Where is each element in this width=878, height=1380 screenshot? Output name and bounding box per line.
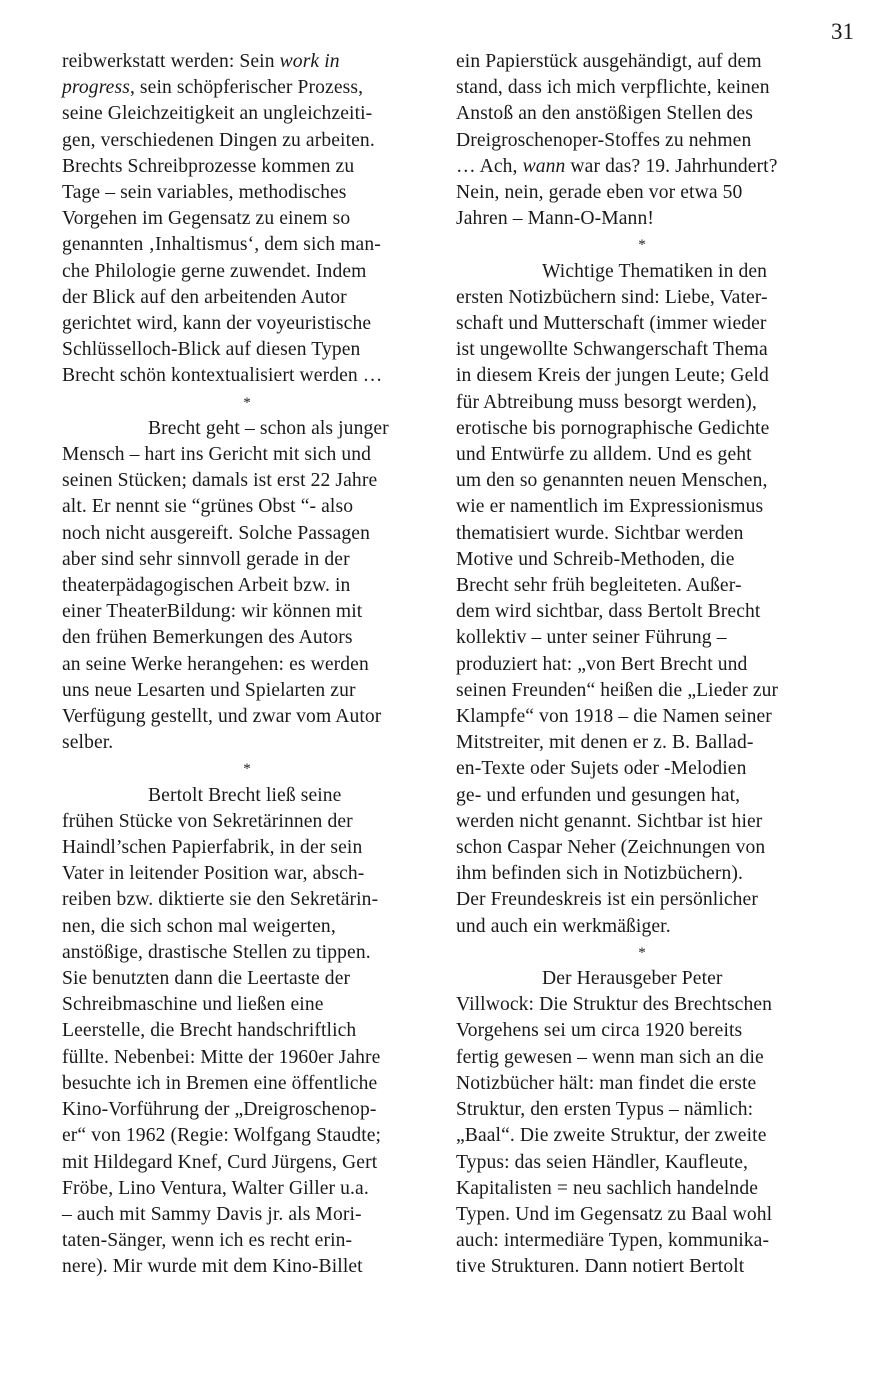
text-segment: erotische bis pornographische Gedichte — [456, 417, 770, 439]
text-line — [62, 468, 432, 494]
text-segment: Klampfe“ von 1918 – die Namen seiner — [456, 706, 772, 728]
text-segment: Villwock: Die Struktur des Brechtschen — [456, 994, 773, 1016]
text-segment: uns neue Lesarten und Spielarten zur — [62, 679, 356, 701]
text-segment: * — [243, 761, 251, 778]
text-line — [456, 730, 828, 756]
text-line — [62, 992, 432, 1018]
text-segment: Leerstelle, die Brecht handschriftlich — [62, 1020, 357, 1042]
text-segment: * — [243, 394, 251, 411]
text-segment: – auch mit Sammy Davis jr. als Mori- — [62, 1203, 362, 1225]
text-segment: nen, die sich schon mal weigerten, — [62, 915, 336, 937]
text-line — [62, 1254, 432, 1280]
text-segment: Vorgehen im Gegensatz zu einem so — [62, 208, 351, 230]
text-line — [62, 599, 432, 625]
text-line — [456, 992, 828, 1018]
text-segment: stand, dass ich mich verpflichte, keinen — [456, 77, 770, 99]
text-line — [62, 625, 432, 651]
text-segment: dem wird sichtbar, dass Bertolt Brecht — [456, 601, 761, 623]
text-segment: füllte. Nebenbei: Mitte der 1960er Jahre — [62, 1046, 381, 1068]
text-line — [62, 704, 432, 730]
text-segment: thematisiert wurde. Sichtbar werden — [456, 522, 744, 544]
text-segment: Jahren – Mann-O-Mann! — [456, 208, 654, 230]
text-line — [62, 285, 432, 311]
text-line — [62, 259, 432, 285]
text-line — [456, 363, 828, 389]
text-segment: Typus: das seien Händler, Kaufleute, — [456, 1151, 748, 1173]
text-segment: um den so genannten neuen Menschen, — [456, 470, 768, 492]
text-line — [62, 232, 432, 258]
text-segment: gen, verschiedenen Dingen zu arbeiten. — [62, 129, 375, 151]
text-segment: produziert hat: „von Bert Brecht und — [456, 653, 748, 675]
text-segment: Brechts Schreibprozesse kommen zu — [62, 155, 355, 177]
text-line — [62, 442, 432, 468]
text-line — [62, 652, 432, 678]
text-segment: gerichtet wird, kann der voyeuristische — [62, 313, 372, 335]
text-line — [62, 1123, 432, 1149]
text-segment: wie er namentlich im Expressionismus — [456, 496, 764, 518]
text-segment: taten-Sänger, wenn ich es recht erin- — [62, 1230, 353, 1252]
text-line — [456, 521, 828, 547]
text-line — [62, 1045, 432, 1071]
text-line — [456, 49, 828, 75]
text-line — [62, 494, 432, 520]
text-segment: mit Hildegard Knef, Curd Jürgens, Gert — [62, 1151, 378, 1173]
text-line — [456, 259, 828, 285]
text-line — [62, 416, 432, 442]
text-segment: Struktur, den ersten Typus – nämlich: — [456, 1099, 754, 1121]
text-line — [456, 337, 828, 363]
text-line — [62, 101, 432, 127]
text-segment: ihm befinden sich in Notizbüchern). — [456, 863, 743, 885]
text-line — [62, 311, 432, 337]
text-line — [456, 311, 828, 337]
text-segment: er“ von 1962 (Regie: Wolfgang Staudte; — [62, 1125, 382, 1147]
text-segment: Der Herausgeber Peter — [542, 968, 723, 990]
text-line — [456, 285, 828, 311]
text-line — [456, 180, 828, 206]
text-line — [456, 154, 828, 180]
text-line — [456, 1123, 828, 1149]
italic-text: wann — [522, 155, 566, 177]
text-line — [456, 1254, 828, 1280]
text-line — [456, 966, 828, 992]
text-line — [456, 442, 828, 468]
text-line — [62, 521, 432, 547]
text-line — [456, 678, 828, 704]
text-line — [456, 1176, 828, 1202]
text-line — [456, 547, 828, 573]
text-line — [456, 783, 828, 809]
text-segment: * — [638, 944, 646, 961]
text-segment: den frühen Bemerkungen des Autors — [62, 627, 353, 649]
text-segment: fertig gewesen – wenn man sich an die — [456, 1046, 764, 1068]
text-line — [456, 914, 828, 940]
text-segment: Wichtige Thematiken in den — [542, 260, 768, 282]
text-segment: und auch ein werkmäßiger. — [456, 915, 671, 937]
text-line — [456, 756, 828, 782]
text-line — [456, 599, 828, 625]
left-column — [62, 49, 432, 1281]
right-column — [456, 49, 828, 1281]
text-segment: en-Texte oder Sujets oder -Melodien — [456, 758, 747, 780]
text-segment: aber sind sehr sinnvoll gerade in der — [62, 548, 350, 570]
text-segment: alt. Er nennt sie “grünes Obst “- also — [62, 496, 354, 518]
text-segment: an seine Werke herangehen: es werden — [62, 653, 369, 675]
text-segment: Nein, nein, gerade eben vor etwa 50 — [456, 182, 743, 204]
text-segment: Fröbe, Lino Ventura, Walter Giller u.a. — [62, 1177, 369, 1199]
text-segment: Haindl’schen Papierfabrik, in der sein — [62, 837, 363, 859]
text-line — [456, 704, 828, 730]
text-segment: schaft und Mutterschaft (immer wieder — [456, 313, 767, 335]
text-line — [62, 940, 432, 966]
text-segment: Verfügung gestellt, und zwar vom Autor — [62, 706, 382, 728]
text-segment: für Abtreibung muss besorgt werden), — [456, 391, 757, 413]
text-segment: Vater in leitender Position war, absch- — [62, 863, 365, 885]
text-line — [62, 914, 432, 940]
text-line — [62, 1097, 432, 1123]
text-line — [456, 1018, 828, 1044]
text-line — [456, 652, 828, 678]
text-segment: war das? 19. Jahrhundert? — [565, 155, 778, 177]
section-separator — [62, 390, 432, 416]
text-line — [62, 547, 432, 573]
text-line — [62, 1150, 432, 1176]
text-line — [456, 128, 828, 154]
text-segment: frühen Stücke von Sekretärinnen der — [62, 810, 353, 832]
text-segment: Brecht sehr früh begleiteten. Außer- — [456, 575, 742, 597]
text-segment: seinen Freunden“ heißen die „Lieder zur — [456, 679, 779, 701]
text-line — [456, 1228, 828, 1254]
text-segment: einer TheaterBildung: wir können mit — [62, 601, 363, 623]
text-segment: reibwerkstatt werden: Sein — [62, 51, 280, 72]
page-number: 31 — [831, 19, 854, 44]
text-segment: nere). Mir wurde mit dem Kino-Billet — [62, 1256, 363, 1278]
italic-text: progress — [62, 77, 130, 99]
text-line — [62, 1071, 432, 1097]
text-segment: auch: intermediäre Typen, kommunika- — [456, 1230, 770, 1252]
text-segment: ge- und erfunden und gesungen hat, — [456, 784, 741, 806]
text-segment: noch nicht ausgereift. Solche Passagen — [62, 522, 370, 544]
text-segment: Dreigroschenoper-Stoffes zu nehmen — [456, 129, 752, 151]
text-line — [456, 1150, 828, 1176]
text-line — [62, 730, 432, 756]
text-line — [456, 494, 828, 520]
text-segment: seine Gleichzeitigkeit an ungleichzeiti- — [62, 103, 373, 125]
text-segment: ein Papierstück ausgehändigt, auf dem — [456, 51, 762, 72]
text-segment: Schlüsselloch-Blick auf diesen Typen — [62, 339, 361, 361]
text-segment: anstößige, drastische Stellen zu tippen. — [62, 941, 371, 963]
text-segment: selber. — [62, 732, 114, 754]
text-line — [456, 390, 828, 416]
text-segment: Tage – sein variables, methodisches — [62, 182, 347, 204]
text-line — [456, 1097, 828, 1123]
text-segment: in diesem Kreis der jungen Leute; Geld — [456, 365, 769, 387]
text-segment: Vorgehens sei um circa 1920 bereits — [456, 1020, 743, 1042]
text-segment: * — [638, 237, 646, 254]
text-segment: reiben bzw. diktierte sie den Sekretärin- — [62, 889, 379, 911]
text-line — [62, 809, 432, 835]
text-segment: , sein schöpferischer Prozess, — [129, 77, 364, 99]
text-segment: besuchte ich in Bremen eine öffentliche — [62, 1072, 378, 1094]
text-segment: Bertolt Brecht ließ seine — [148, 784, 342, 806]
text-segment: Anstoß an den anstößigen Stellen des — [456, 103, 753, 125]
text-segment: ersten Notizbüchern sind: Liebe, Vater- — [456, 286, 768, 308]
text-line — [62, 75, 432, 101]
text-segment: werden nicht genannt. Sichtbar ist hier — [456, 810, 763, 832]
text-segment: Schreibmaschine und ließen eine — [62, 994, 324, 1016]
text-segment: Motive und Schreib-Methoden, die — [456, 548, 735, 570]
text-segment: theaterpädagogischen Arbeit bzw. in — [62, 575, 351, 597]
text-segment: Brecht geht – schon als junger — [148, 417, 389, 439]
section-separator — [62, 756, 432, 782]
text-line — [456, 206, 828, 232]
text-line — [62, 337, 432, 363]
text-segment: Kapitalisten = neu sachlich handelnde — [456, 1177, 759, 1199]
italic-text: work in — [279, 51, 340, 72]
text-line — [62, 861, 432, 887]
text-line — [62, 1202, 432, 1228]
text-line — [62, 678, 432, 704]
text-line — [456, 835, 828, 861]
text-line — [62, 180, 432, 206]
text-line — [62, 835, 432, 861]
text-segment: und Entwürfe zu alldem. Und es geht — [456, 444, 752, 466]
text-line — [62, 363, 432, 389]
text-line — [456, 573, 828, 599]
text-line — [456, 625, 828, 651]
text-segment: ist ungewollte Schwangerschaft Thema — [456, 339, 768, 361]
text-line — [456, 809, 828, 835]
text-segment: genannten ‚Inhaltismus‘, dem sich man- — [62, 234, 381, 256]
section-separator — [456, 232, 828, 258]
text-line — [456, 101, 828, 127]
text-line — [62, 1228, 432, 1254]
text-line — [456, 887, 828, 913]
text-line — [62, 783, 432, 809]
text-line — [456, 416, 828, 442]
text-line — [456, 75, 828, 101]
text-segment: Mitstreiter, mit denen er z. B. Ballad- — [456, 732, 754, 754]
text-line — [62, 573, 432, 599]
text-segment: der Blick auf den arbeitenden Autor — [62, 286, 347, 308]
text-segment: Der Freundeskreis ist ein persönlicher — [456, 889, 758, 911]
text-line — [456, 1071, 828, 1097]
text-segment: seinen Stücken; damals ist erst 22 Jahre — [62, 470, 378, 492]
text-segment: Kino-Vorführung der „Dreigroschenop- — [62, 1099, 377, 1121]
text-line — [62, 128, 432, 154]
text-line — [62, 154, 432, 180]
text-line — [456, 1202, 828, 1228]
text-segment: Notizbücher hält: man findet die erste — [456, 1072, 757, 1094]
text-line — [456, 861, 828, 887]
text-line — [62, 1176, 432, 1202]
text-segment: … Ach, — [456, 155, 523, 177]
text-segment: tive Strukturen. Dann notiert Bertolt — [456, 1256, 745, 1278]
text-line — [62, 966, 432, 992]
text-segment: „Baal“. Die zweite Struktur, der zweite — [456, 1125, 767, 1147]
text-line — [62, 1018, 432, 1044]
text-segment: kollektiv – unter seiner Führung – — [456, 627, 727, 649]
text-line — [62, 887, 432, 913]
text-line — [62, 206, 432, 232]
text-segment: che Philologie gerne zuwendet. Indem — [62, 260, 367, 282]
text-line — [456, 1045, 828, 1071]
text-line — [456, 468, 828, 494]
text-segment: Brecht schön kontextualisiert werden … — [62, 365, 383, 387]
section-separator — [456, 940, 828, 966]
text-segment: Typen. Und im Gegensatz zu Baal wohl — [456, 1203, 773, 1225]
text-line — [62, 49, 432, 75]
text-segment: Mensch – hart ins Gericht mit sich und — [62, 444, 372, 466]
text-segment: schon Caspar Neher (Zeichnungen von — [456, 837, 766, 859]
text-segment: Sie benutzten dann die Leertaste der — [62, 968, 351, 990]
